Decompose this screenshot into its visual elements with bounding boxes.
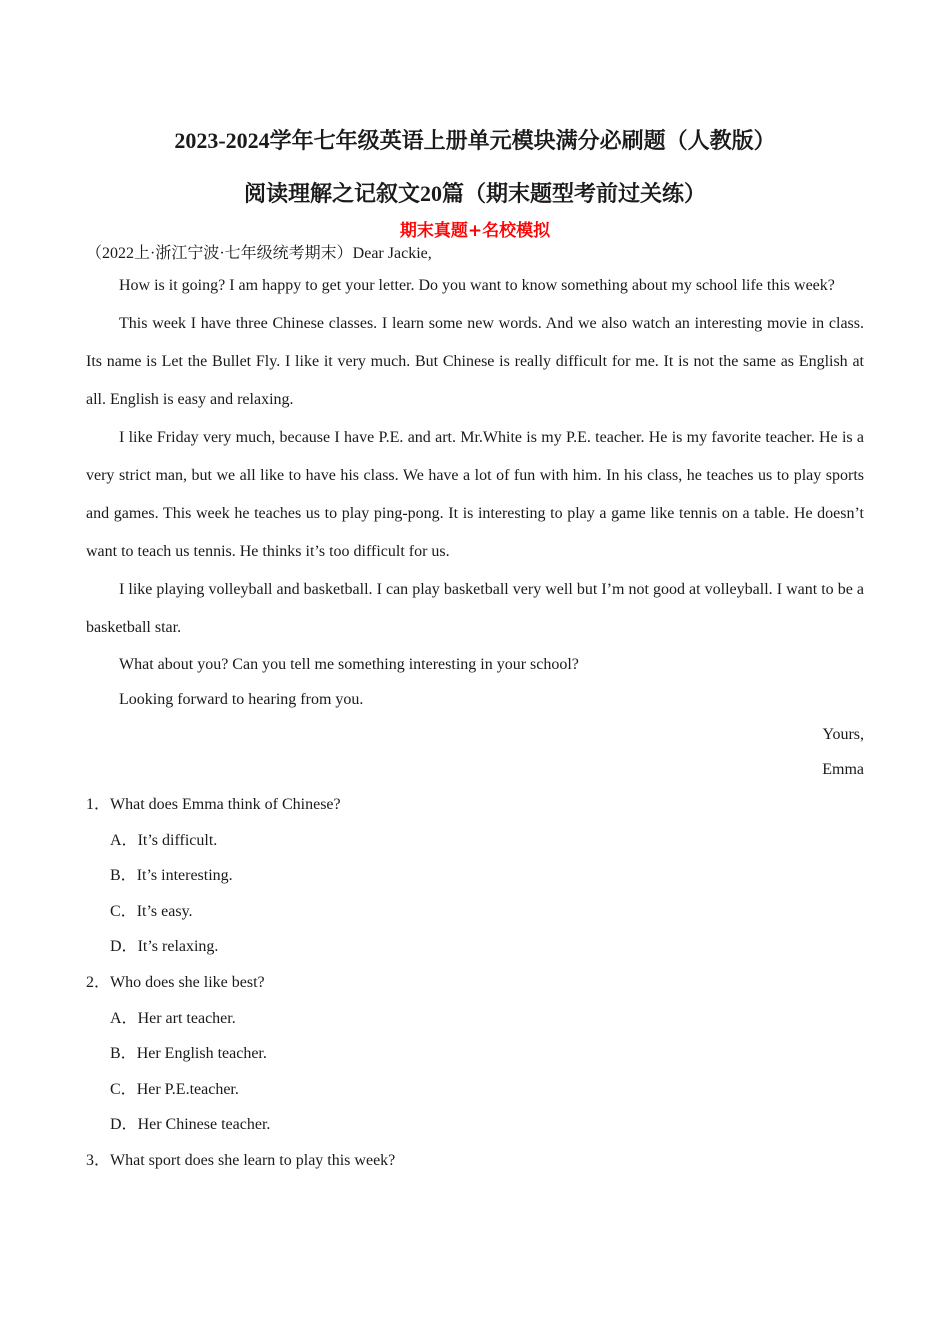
document-subtitle: 阅读理解之记叙文20篇（期末题型考前过关练） [243, 181, 706, 206]
question-list [86, 787, 864, 1179]
question-2 [86, 965, 864, 1001]
passage-source-line [86, 240, 864, 267]
option-1b[interactable] [86, 858, 864, 894]
passage-paragraph: Looking forward to hearing from you. [119, 691, 364, 708]
passage-paragraph: What about you? Can you tell me something interesting in your school? [119, 656, 579, 673]
question-3 [86, 1143, 864, 1179]
letter-closing: Yours, [822, 726, 864, 743]
option-2b[interactable] [86, 1036, 864, 1072]
option-letter: A． [110, 1009, 138, 1027]
option-2d[interactable] [86, 1107, 864, 1143]
option-letter: B． [110, 1045, 137, 1063]
option-letter: C． [110, 1080, 137, 1098]
passage-paragraph: I like playing volleyball and basketball. I can play basketball very well but I’m not good at volleyball. I want to be a basketball star. [86, 581, 864, 636]
option-text: It’s easy. [136, 902, 193, 920]
option-text: It’s interesting. [136, 867, 233, 885]
option-text: Her Chinese teacher. [137, 1116, 271, 1134]
document-title: 2023-2024学年七年级英语上册单元模块满分必刷题（人教版） [174, 128, 776, 153]
option-1c[interactable] [86, 894, 864, 930]
question-number: 2． [86, 973, 111, 991]
passage-paragraph: How is it going? I am happy to get your letter. Do you want to know something about my school life this week? [119, 277, 835, 294]
letter-signature: Emma [822, 761, 864, 778]
option-2a[interactable] [86, 1001, 864, 1037]
passage-paragraph: This week I have three Chinese classes. I learn some new words. And we also watch an interesting movie in class. Its name is Let the Bullet Fly. I like it very much. But Chinese is really difficult for me. It is not the same as English at all. English is easy and relaxing. [86, 315, 864, 408]
reading-passage [86, 240, 864, 1179]
option-text: Her art teacher. [137, 1009, 236, 1027]
option-text: Her English teacher. [136, 1045, 267, 1063]
option-text: It’s relaxing. [137, 938, 219, 956]
option-1a[interactable] [86, 823, 864, 859]
passage-source: （2022上·浙江宁波·七年级统考期末） [86, 245, 353, 262]
option-letter: A． [110, 831, 138, 849]
option-text: It’s difficult. [137, 831, 218, 849]
option-1d[interactable] [86, 929, 864, 965]
option-letter: D． [110, 1116, 138, 1134]
exam-tag: 期末真题+名校模拟 [399, 221, 551, 241]
letter-greeting: Dear Jackie, [352, 245, 432, 262]
question-number: 1． [86, 796, 111, 813]
option-2c[interactable] [86, 1072, 864, 1108]
option-letter: C． [110, 902, 137, 920]
question-text: What does Emma think of Chinese? [110, 796, 341, 813]
question-text: What sport does she learn to play this week? [110, 1151, 396, 1169]
passage-paragraph: I like Friday very much, because I have P.E. and art. Mr.White is my P.E. teacher. He is my favorite teacher. He is a very strict man, but we all like to have his class. We have a lot of fun with him. In his class, he teaches us to play sports and games. This week he teaches us to play ping-pong. It is interesting to play a game like tennis on a table. He doesn’t want to teach us tennis. He thinks it’s too difficult for us. [86, 429, 864, 560]
option-letter: D． [110, 938, 138, 956]
question-1 [86, 787, 864, 823]
question-number: 3． [86, 1151, 111, 1169]
option-text: Her P.E.teacher. [136, 1080, 239, 1098]
option-letter: B． [110, 867, 137, 885]
question-text: Who does she like best? [110, 973, 265, 991]
